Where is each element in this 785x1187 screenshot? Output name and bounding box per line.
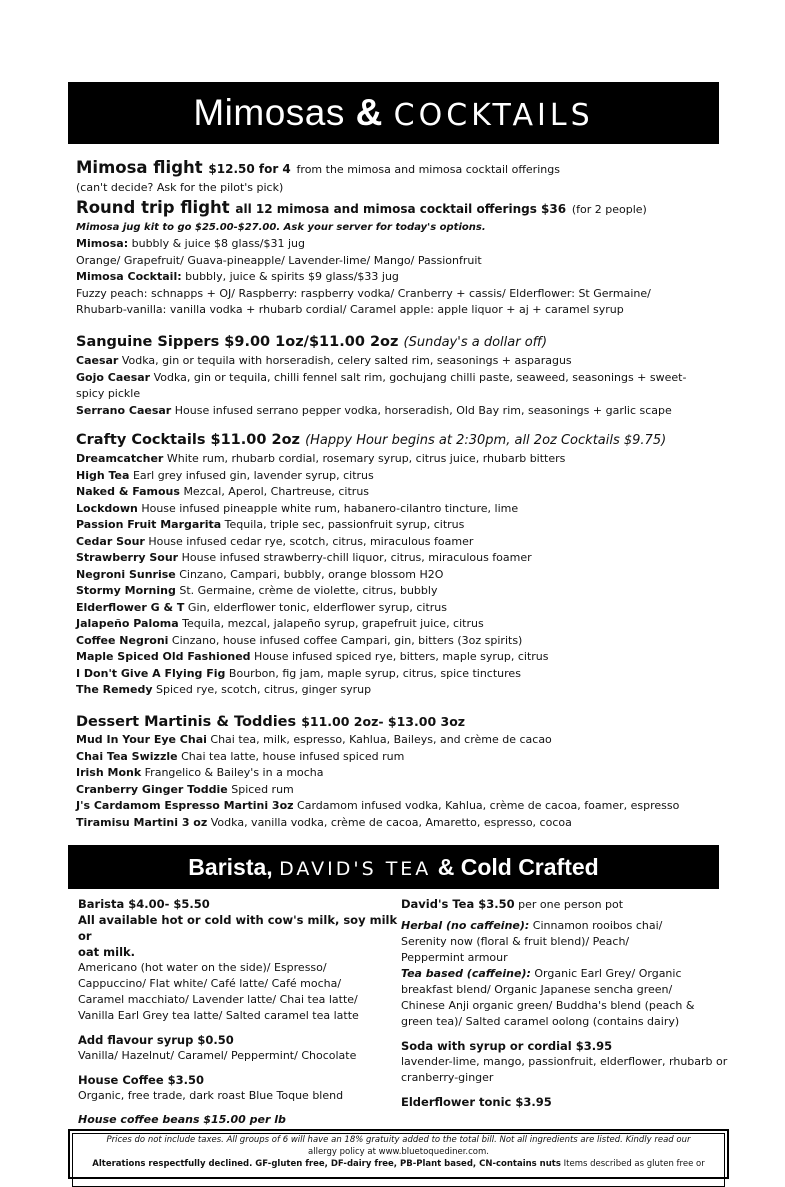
menu-item [76, 501, 716, 518]
footer-notice [68, 1129, 729, 1179]
main-title-banner [68, 82, 719, 144]
soda-line-2: cranberry-ginger [401, 1071, 494, 1084]
title-mimosas: Mimosas [193, 92, 345, 133]
sanguine-section [76, 332, 716, 419]
menu-item [76, 649, 716, 666]
menu-item-name: J's Cardamom Espresso Martini 3oz [76, 799, 294, 812]
barista-item-line: Americano (hot water on the side)/ Espresso/ [78, 961, 327, 974]
menu-item [76, 550, 716, 567]
menu-item-name: Elderflower G & T [76, 600, 185, 614]
round-trip-name: Round trip flight [76, 197, 230, 217]
menu-item [76, 353, 716, 370]
menu-item-desc: Cardamom infused vodka, Kahlua, crème de cacoa, foamer, espresso [297, 799, 680, 812]
barista-sub-2: oat milk. [78, 945, 136, 959]
footer-line-3 [70, 1158, 727, 1170]
menu-item [76, 633, 716, 650]
crafty-title: Crafty Cocktails $11.00 2oz [76, 432, 300, 448]
barista-banner-title [68, 845, 719, 891]
crafty-note: (Happy Hour begins at 2:30pm, all 2oz Cocktails $9.75) [305, 433, 667, 448]
menu-item-desc: White rum, rhubarb cordial, rosemary syrup, citrus juice, rhubarb bitters [166, 452, 566, 465]
menu-item-desc: House infused cedar rye, scotch, citrus, miraculous foamer [148, 534, 474, 548]
menu-item-name: Serrano Caesar [76, 403, 172, 417]
mimosa-cocktail-desc: bubbly, juice & spirits $9 glass/$33 jug [185, 270, 399, 283]
tea-based-line-3: Chinese Anji organic green/ Buddha's blend (peach & [401, 999, 695, 1012]
banner-barista: Barista, [188, 854, 273, 880]
banner-cold-crafted: & Cold Crafted [437, 854, 599, 880]
sanguine-list [76, 353, 716, 419]
mimosa-flight-desc: from the mimosa and mimosa cocktail offerings [296, 163, 560, 176]
house-coffee-desc: Organic, free trade, dark roast Blue Toque blend [78, 1089, 344, 1102]
mimosa-flavours: Orange/ Grapefruit/ Guava-pineapple/ Lavender-lime/ Mango/ Passionfruit [76, 253, 482, 267]
sanguine-title-line [76, 332, 716, 353]
menu-item-desc: St. Germaine, crème de violette, citrus, bubbly [179, 584, 438, 597]
menu-item-desc: Frangelico & Bailey's in a mocha [144, 766, 324, 779]
menu-item-desc: Vodka, vanilla vodka, crème de cacoa, Amaretto, espresso, cocoa [210, 815, 572, 829]
menu-item-desc: Cinzano, Campari, bubbly, orange blossom H2O [179, 567, 444, 581]
menu-item [76, 534, 716, 551]
menu-item-name: Tiramisu Martini 3 oz [76, 815, 208, 829]
menu-item [76, 567, 716, 584]
menu-item-name: Coffee Negroni [76, 633, 169, 647]
davids-tea-note: per one person pot [518, 898, 624, 911]
menu-item-desc: Chai tea, milk, espresso, Kahlua, Baileys, and crème de cacao [210, 733, 552, 746]
herbal-line-3: Peppermint armour [401, 951, 508, 964]
mimosa-desc: bubbly & juice $8 glass/$31 jug [131, 237, 306, 250]
barista-item-line: Vanilla Earl Grey tea latte/ Salted caramel tea latte [78, 1009, 359, 1022]
menu-item-desc: Bourbon, fig jam, maple syrup, citrus, spice tinctures [228, 666, 521, 680]
dessert-price: $11.00 2oz- $13.00 3oz [301, 714, 466, 729]
house-coffee-title: House Coffee $3.50 [78, 1073, 204, 1087]
tea-based-line [401, 966, 731, 982]
menu-item-desc: House infused serrano pepper vodka, horseradish, Old Bay rim, seasonings + garlic scape [174, 403, 672, 417]
menu-item-name: Lockdown [76, 501, 138, 515]
menu-item-name: Jalapeño Paloma [76, 617, 179, 630]
menu-item-desc: spicy pickle [76, 387, 141, 400]
menu-item-name: Negroni Sunrise [76, 567, 176, 581]
syrup-items: Vanilla/ Hazelnut/ Caramel/ Peppermint/ Chocolate [78, 1049, 357, 1062]
menu-item-name: High Tea [76, 468, 130, 482]
crafty-list [76, 451, 716, 699]
menu-item [76, 682, 716, 699]
menu-item [76, 583, 716, 600]
elderflower-tonic-title: Elderflower tonic $3.95 [401, 1095, 552, 1109]
menu-item [76, 815, 716, 832]
tea-based-line-1: Organic Earl Grey/ Organic [534, 967, 682, 980]
dessert-list [76, 732, 716, 831]
menu-item-desc: Earl grey infused gin, lavender syrup, citrus [132, 468, 374, 482]
herbal-line-2: Serenity now (floral & fruit blend)/ Peach/ [401, 935, 630, 948]
menu-item-name: Dreamcatcher [76, 452, 164, 465]
menu-item [76, 403, 716, 420]
menu-item-desc: Tequila, triple sec, passionfruit syrup, citrus [224, 518, 465, 531]
menu-item [76, 370, 716, 387]
menu-item-desc: Vodka, gin or tequila with horseradish, celery salted rim, seasonings + asparagus [121, 354, 572, 367]
menu-item [76, 517, 716, 534]
menu-item-name: Mud In Your Eye Chai [76, 733, 207, 746]
barista-sub-1: All available hot or cold with cow's milk, soy milk or [78, 913, 398, 943]
davids-tea-line [401, 896, 731, 913]
menu-item-desc: Chai tea latte, house infused spiced rum [181, 749, 405, 763]
crafty-section [76, 430, 716, 699]
mimosa-flight-name: Mimosa flight [76, 158, 203, 177]
mimosa-cocktail-label: Mimosa Cocktail: [76, 270, 182, 283]
menu-item-name: The Remedy [76, 683, 153, 696]
menu-item [76, 468, 716, 485]
footer-line-3-rest: Items described as gluten free or [563, 1159, 705, 1169]
barista-banner [68, 845, 719, 889]
davids-tea-title: David's Tea $3.50 [401, 897, 515, 911]
cocktail-flavours-2: Rhubarb-vanilla: vanilla vodka + rhubarb cordial/ Caramel apple: apple liquor + aj + caramel syrup [76, 303, 624, 316]
title-ampersand: & [355, 92, 383, 133]
menu-item [76, 798, 716, 815]
soda-title: Soda with syrup or cordial $3.95 [401, 1039, 613, 1053]
tea-column [401, 896, 731, 1110]
footer-line-2: allergy policy at www.bluetoquediner.com. [308, 1147, 489, 1157]
main-title [68, 82, 719, 147]
menu-item-name: Naked & Famous [76, 485, 180, 498]
menu-item-desc: Tequila, mezcal, jalapeño syrup, grapefruit juice, citrus [182, 617, 484, 630]
menu-item-name: Gojo Caesar [76, 370, 151, 384]
menu-item [76, 600, 716, 617]
round-trip-line [76, 197, 716, 220]
barista-column [78, 896, 398, 1128]
menu-item-name: Cedar Sour [76, 534, 145, 548]
menu-item [76, 782, 716, 799]
coffee-beans: House coffee beans $15.00 per lb [78, 1113, 286, 1126]
menu-item [76, 484, 716, 501]
dessert-title: Dessert Martinis & Toddies [76, 714, 297, 730]
menu-item-desc: Spiced rum [231, 782, 294, 796]
menu-item-name: I Don't Give A Flying Fig [76, 666, 226, 680]
menu-item-desc: House infused spiced rye, bitters, maple syrup, citrus [254, 650, 549, 663]
menu-item [76, 451, 716, 468]
menu-item-desc: Gin, elderflower tonic, elderflower syrup, citrus [187, 600, 448, 614]
menu-item-name: Maple Spiced Old Fashioned [76, 650, 251, 663]
round-trip-note: (for 2 people) [571, 202, 647, 216]
dessert-section [76, 712, 716, 831]
menu-item-desc: Vodka, gin or tequila, chilli fennel salt rim, gochujang chilli paste, seaweed, seasonings + sweet- [153, 370, 687, 384]
barista-item-line: Caramel macchiato/ Lavender latte/ Chai tea latte/ [78, 993, 358, 1006]
mimosa-cocktail-line [76, 269, 716, 286]
menu-item-name: Chai Tea Swizzle [76, 749, 178, 763]
menu-item [76, 666, 716, 683]
menu-item-name: Strawberry Sour [76, 551, 179, 564]
herbal-line-1: Cinnamon rooibos chai/ [532, 919, 663, 932]
sanguine-title: Sanguine Sippers $9.00 1oz/$11.00 2oz [76, 334, 399, 350]
menu-item [76, 386, 716, 403]
mimosas-section [76, 157, 716, 319]
menu-item [76, 616, 716, 633]
barista-title: Barista $4.00- $5.50 [78, 897, 210, 911]
menu-item [76, 749, 716, 766]
menu-item-desc: House infused strawberry-chill liquor, citrus, miraculous foamer [181, 551, 532, 564]
menu-item-name: Irish Monk [76, 766, 142, 779]
crafty-title-line [76, 430, 716, 451]
menu-item-name: Caesar [76, 354, 119, 367]
herbal-label: Herbal (no caffeine): [401, 919, 530, 932]
menu-item-desc: Cinzano, house infused coffee Campari, gin, bitters (3oz spirits) [171, 633, 523, 647]
barista-item-line: Cappuccino/ Flat white/ Café latte/ Café mocha/ [78, 977, 342, 990]
soda-line-1: lavender-lime, mango, passionfruit, elderflower, rhubarb or [401, 1055, 728, 1068]
mimosa-line [76, 236, 716, 253]
menu-item-desc: Spiced rye, scotch, citrus, ginger syrup [156, 683, 372, 696]
tea-based-line-4: green tea)/ Salted caramel oolong (contains dairy) [401, 1015, 680, 1028]
barista-items [78, 960, 398, 1024]
mimosa-label: Mimosa: [76, 237, 129, 250]
menu-item-name: Stormy Morning [76, 584, 176, 597]
mimosa-flight-price: $12.50 for 4 [208, 162, 291, 176]
jug-note: Mimosa jug kit to go $25.00-$27.00. Ask your server for today's options. [76, 221, 486, 233]
menu-item-desc: Mezcal, Aperol, Chartreuse, citrus [183, 485, 370, 498]
tea-based-label: Tea based (caffeine): [401, 967, 531, 980]
menu-item [76, 732, 716, 749]
menu-item-name: Passion Fruit Margarita [76, 518, 222, 531]
round-trip-desc: all 12 mimosa and mimosa cocktail offerings $36 [235, 201, 567, 216]
menu-item [76, 765, 716, 782]
cocktail-flavours-1: Fuzzy peach: schnapps + OJ/ Raspberry: raspberry vodka/ Cranberry + cassis/ Elderflower: St Germaine/ [76, 286, 651, 300]
mimosa-flight-note: (can't decide? Ask for the pilot's pick) [76, 181, 284, 194]
herbal-line [401, 918, 731, 934]
tea-based-line-2: breakfast blend/ Organic Japanese sencha green/ [401, 983, 673, 996]
dessert-title-line [76, 712, 716, 732]
menu-item-name: Cranberry Ginger Toddie [76, 782, 228, 796]
mimosa-flight-line [76, 157, 716, 180]
title-cocktails: COCKTAILS [393, 98, 594, 133]
footer-line-1: Prices do not include taxes. All groups of 6 will have an 18% gratuity added to the total bill. Not all ingredients are listed. Kindly read our [106, 1135, 691, 1145]
menu-item-desc: House infused pineapple white rum, habanero-cilantro tincture, lime [141, 501, 519, 515]
syrup-title: Add flavour syrup $0.50 [78, 1033, 234, 1047]
banner-davids-tea: DAVID'S TEA [279, 858, 432, 880]
sanguine-note: (Sunday's a dollar off) [403, 335, 548, 350]
footer-alterations: Alterations respectfully declined. GF-gluten free, DF-dairy free, PB-Plant based, CN-contains nuts [92, 1159, 561, 1169]
